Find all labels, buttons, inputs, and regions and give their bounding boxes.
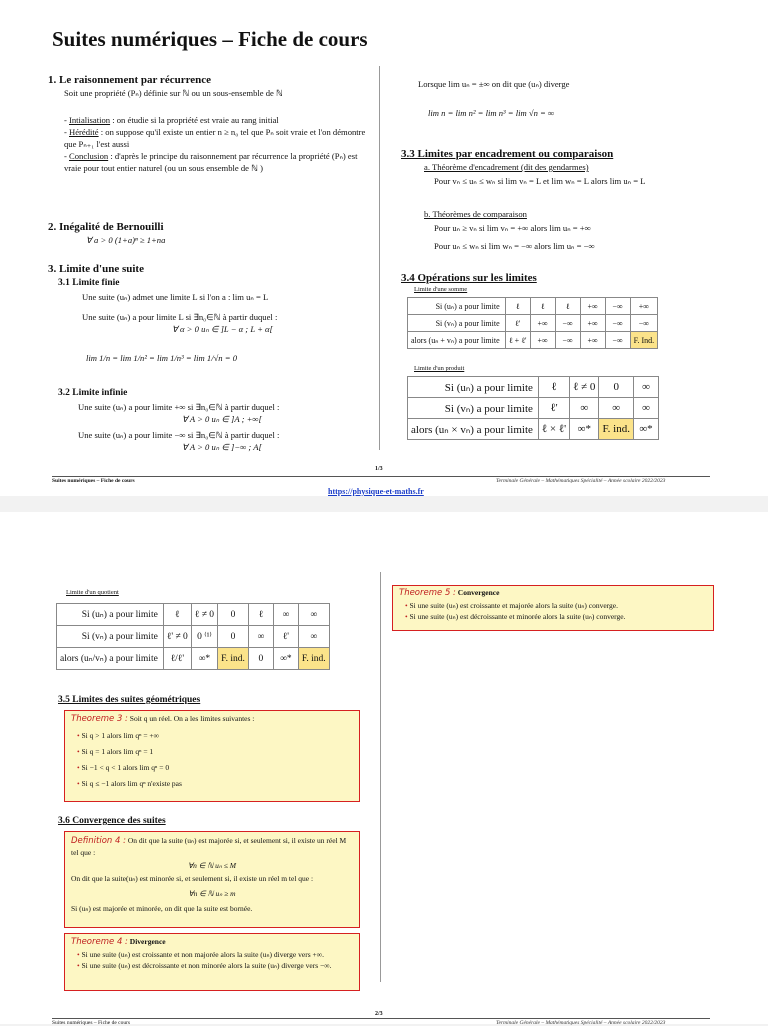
section-2-heading: 2. Inégalité de Bernouilli (48, 221, 164, 233)
row-label-cell: alors (uₙ × vₙ) a pour limite (408, 419, 539, 440)
hered-text: : on suppose qu'il existe un entier n ≥ n₀ tel que Pₙ soit vraie et l'on démontre que Pₙ₊₁ l'est aussi (64, 127, 366, 149)
inverse-limits: lim 1/n = lim 1/n² = lim 1/n³ = lim 1/√n = 0 (86, 353, 237, 363)
section-3-heading: 3. Limite d'une suite (48, 263, 144, 275)
squeeze-title-label: a. Théorème d'encadrement (dit des gendarmes) (424, 162, 589, 172)
table-row (408, 315, 658, 332)
table-cell: ℓ (505, 298, 530, 315)
table-cell: ℓ (530, 298, 555, 315)
subsection-3-5-label: 3.5 Limites des suites géométriques (58, 695, 201, 705)
footer-left-2: Suites numériques – Fiche de cours (52, 1020, 131, 1026)
table-row (408, 298, 658, 315)
quotient-caption-label: Limite d'un quotient (66, 589, 119, 596)
table-cell: +∞ (580, 298, 605, 315)
table-cell: −∞ (605, 298, 630, 315)
table-cell: ℓ + ℓ' (505, 332, 530, 349)
table-row (408, 419, 659, 440)
table-cell: ℓ ≠ 0 (570, 377, 599, 398)
list-item: • Si q > 1 alors lim qⁿ = +∞ (77, 728, 359, 744)
table-cell: ℓ/ℓ' (163, 648, 191, 670)
list-item: • Si q ≤ −1 alors lim qⁿ n'existe pas (77, 776, 359, 792)
s1-body: - Intialisation : on étudie si la propriété est vraie au rang initial - Hérédité : on suppose qu'il existe un entier n ≥ n₀ tel que Pₙ soit vraie et l'on démontre que Pₙ₊₁ l'est aussi - Conclusion : d'après le principe du raisonnement par récurrence la propriété (Pₙ) est vraie pour tout entier naturel (ou un sous ensemble de ℕ ) (64, 115, 366, 173)
list-item: • Si −1 < q < 1 alors lim qⁿ = 0 (77, 760, 359, 776)
row-label-cell: Si (uₙ) a pour limite (57, 604, 164, 626)
row-label-cell: Si (uₙ) a pour limite (408, 298, 506, 315)
minoree-def: On dit que la suite(uₙ) est minorée si, et seulement si, il existe un réel m tel que : (71, 874, 314, 883)
subsection-3-4-label: 3.4 Opérations sur les limites (401, 272, 537, 284)
list-item: • Si q = 1 alors lim qⁿ = 1 (77, 744, 359, 760)
table-cell: ∞ (570, 398, 599, 419)
table-cell: ∞* (570, 419, 599, 440)
table-cell: ∞ (298, 626, 329, 648)
theorem-4-list (65, 949, 359, 971)
footer-rule-2 (52, 1018, 710, 1019)
table-cell: ℓ (555, 298, 580, 315)
table-cell: ∞ (633, 398, 658, 419)
row-label-cell: alors (uₙ + vₙ) a pour limite (408, 332, 506, 349)
comparison-title-label: b. Théorèmes de comparaison (424, 209, 527, 219)
table-row (408, 377, 659, 398)
table-cell: −∞ (555, 332, 580, 349)
subsection-3-3-label: 3.3 Limites par encadrement ou comparaison (401, 148, 614, 160)
theorem-5-list (393, 600, 713, 622)
table-cell: ∞* (273, 648, 298, 670)
website-link[interactable]: https://physique-et-maths.fr (328, 487, 424, 496)
table-cell: −∞ (605, 332, 630, 349)
bornee-def: Si (uₙ) est majorée et minorée, on dit que la suite est bornée. (71, 904, 253, 913)
finite-limit-cond: ∀ α > 0 uₙ ∈ ]L − α ; L + α[ (172, 324, 273, 334)
row-label-cell: Si (vₙ) a pour limite (408, 398, 539, 419)
table-cell: ℓ' (538, 398, 569, 419)
table-cell: F. ind. (599, 419, 634, 440)
table-cell: 0 (218, 604, 249, 626)
table-cell: ∞ (273, 604, 298, 626)
column-divider (379, 66, 380, 450)
table-cell: +∞ (530, 332, 555, 349)
theorem-4-box (64, 933, 360, 991)
comparison-minus: Pour uₙ ≤ wₙ si lim wₙ = −∞ alors lim uₙ = −∞ (434, 241, 595, 251)
table-cell: −∞ (630, 315, 657, 332)
list-item: • Si une suite (uₙ) est croissante et majorée alors la suite (uₙ) converge. (405, 600, 713, 611)
sum-caption-label: Limite d'une somme (414, 286, 468, 293)
definition-4-tag: Definition 4 : (71, 836, 126, 846)
hered-label: Hérédité (69, 127, 99, 137)
table-cell: F. ind. (218, 648, 249, 670)
theorem-4-tag: Theoreme 4 : (71, 937, 128, 947)
theorem-3-intro: Soit q un réel. On a les limites suivantes : (129, 714, 255, 723)
table-cell: ℓ (163, 604, 191, 626)
theorem-3-tag: Theoreme 3 : (71, 714, 128, 724)
quotient-table (56, 603, 330, 670)
footer-rule (52, 476, 710, 477)
table-cell: ℓ (538, 377, 569, 398)
comparison-plus: Pour uₙ ≥ vₙ si lim vₙ = +∞ alors lim uₙ = +∞ (434, 223, 591, 233)
subsection-3-2: 3.2 Limite infinie (58, 388, 128, 398)
concl-label: Conclusion (69, 151, 109, 161)
theorem-4-title: Divergence (129, 937, 166, 946)
table-cell: 0 ⁽¹⁾ (191, 626, 217, 648)
footer-right-1: Terminale Générale – Mathématiques Spécialité – Année scolaire 2022/2023 (496, 478, 666, 484)
subsection-3-6-label: 3.6 Convergence des suites (58, 816, 166, 826)
row-label-cell: alors (uₙ/vₙ) a pour limite (57, 648, 164, 670)
table-row (57, 648, 330, 670)
bernouilli-formula: ∀ a > 0 (1+a)ⁿ ≥ 1+na (86, 235, 166, 245)
table-cell: ∞ (298, 604, 329, 626)
theorem-5-box (392, 585, 714, 631)
table-cell: ∞* (191, 648, 217, 670)
init-text: : on étudie si la propriété est vraie au rang initial (110, 115, 279, 125)
theorem-3-list (65, 728, 359, 792)
page-title: Suites numériques – Fiche de cours (52, 27, 368, 51)
subsection-3-5 (58, 695, 200, 705)
s1-intro: Soit une propriété (Pₙ) définie sur ℕ ou un sous-ensemble de ℕ (64, 88, 283, 98)
sum-caption (414, 286, 467, 293)
definition-4-box (64, 831, 360, 928)
majoree-cond: ∀n ∈ ℕ uₙ ≤ M (188, 861, 236, 870)
footer-left-1: Suites numériques – Fiche de cours (52, 478, 135, 484)
table-cell: ℓ' (273, 626, 298, 648)
page-number-1: 1/3 (375, 466, 383, 472)
minus-inf-cond: ∀ A > 0 uₙ ∈ ]−∞ ; A[ (182, 442, 262, 452)
table-row (408, 398, 659, 419)
minus-inf-def: Une suite (uₙ) a pour limite −∞ si ∃n₀∈ℕ à partir duquel : (78, 430, 280, 440)
column-divider-2 (380, 572, 381, 982)
table-cell: ℓ ≠ 0 (191, 604, 217, 626)
list-item: • Si une suite (uₙ) est décroissante et non minorée alors la suite (uₙ) diverge vers −∞. (77, 960, 359, 971)
quotient-caption (66, 589, 119, 596)
comparison-title (424, 208, 527, 220)
table-cell: ℓ' (505, 315, 530, 332)
polynomial-limits: lim n = lim n² = lim n³ = lim √n = ∞ (428, 108, 555, 118)
subsection-3-3 (401, 148, 613, 160)
minoree-cond: ∀n ∈ ℕ uₙ ≥ m (188, 889, 236, 898)
row-label-cell: Si (uₙ) a pour limite (408, 377, 539, 398)
table-cell: ∞ (599, 398, 634, 419)
row-label-cell: Si (vₙ) a pour limite (57, 626, 164, 648)
table-cell: ∞* (633, 419, 658, 440)
table-cell: ∞ (248, 626, 273, 648)
table-row (57, 626, 330, 648)
concl-text: : d'après le principe du raisonnement par récurrence la propriété (Pₙ) est vraie pour tout entier naturel (ou un sous ensemble de ℕ ) (64, 151, 358, 173)
table-cell: 0 (599, 377, 634, 398)
table-cell: −∞ (555, 315, 580, 332)
table-cell: +∞ (580, 315, 605, 332)
table-cell: −∞ (605, 315, 630, 332)
divergence-note: Lorsque lim uₙ = ±∞ on dit que (uₙ) diverge (418, 79, 570, 89)
table-cell: 0 (248, 648, 273, 670)
table-cell: ℓ (248, 604, 273, 626)
page-1 (0, 0, 768, 496)
table-cell: ℓ' ≠ 0 (163, 626, 191, 648)
section-1-heading: 1. Le raisonnement par récurrence (48, 74, 212, 86)
table-cell: F. Ind. (630, 332, 657, 349)
finite-limit-def: Une suite (uₙ) admet une limite L si l'on a : lim uₙ = L (82, 292, 269, 302)
plus-inf-cond: ∀ A > 0 uₙ ∈ ]A ; +∞[ (182, 414, 262, 424)
finite-limit-def-2: Une suite (uₙ) a pour limite L si ∃n₀∈ℕ à partir duquel : (82, 312, 278, 322)
table-row (57, 604, 330, 626)
table-cell: ℓ × ℓ' (538, 419, 569, 440)
table-cell: +∞ (580, 332, 605, 349)
list-item: • Si une suite (uₙ) est décroissante et minorée alors la suite (uₙ) converge. (405, 611, 713, 622)
subsection-3-1: 3.1 Limite finie (58, 278, 120, 288)
row-label-cell: Si (vₙ) a pour limite (408, 315, 506, 332)
page-number-2: 2/3 (375, 1011, 383, 1017)
squeeze-theorem: Pour vₙ ≤ uₙ ≤ wₙ si lim vₙ = L et lim wₙ = L alors lim uₙ = L (434, 176, 646, 186)
list-item: • Si une suite (uₙ) est croissante et non majorée alors la suite (uₙ) diverge vers +∞. (77, 949, 359, 960)
subsection-3-6 (58, 816, 166, 826)
sum-table (407, 297, 658, 349)
majoree-def: On dit que la suite (uₙ) est majorée si, et seulement si, il existe un réel M tel que : (71, 836, 347, 857)
theorem-3-box (64, 710, 360, 802)
squeeze-title (424, 161, 589, 173)
init-label: Intialisation (69, 115, 111, 125)
table-cell: ∞ (633, 377, 658, 398)
product-table (407, 376, 659, 440)
product-caption (414, 365, 464, 372)
table-cell: F. ind. (298, 648, 329, 670)
subsection-3-4 (401, 272, 537, 284)
footer-right-2: Terminale Générale – Mathématiques Spécialité – Année scolaire 2022/2023 (496, 1020, 666, 1026)
table-cell: 0 (218, 626, 249, 648)
table-cell: +∞ (530, 315, 555, 332)
page-2 (0, 512, 768, 1024)
theorem-5-title: Convergence (457, 588, 500, 597)
plus-inf-def: Une suite (uₙ) a pour limite +∞ si ∃n₀∈ℕ à partir duquel : (78, 402, 280, 412)
theorem-5-tag: Theoreme 5 : (399, 588, 456, 598)
table-cell: +∞ (630, 298, 657, 315)
table-row (408, 332, 658, 349)
product-caption-label: Limite d'un produit (414, 365, 465, 372)
